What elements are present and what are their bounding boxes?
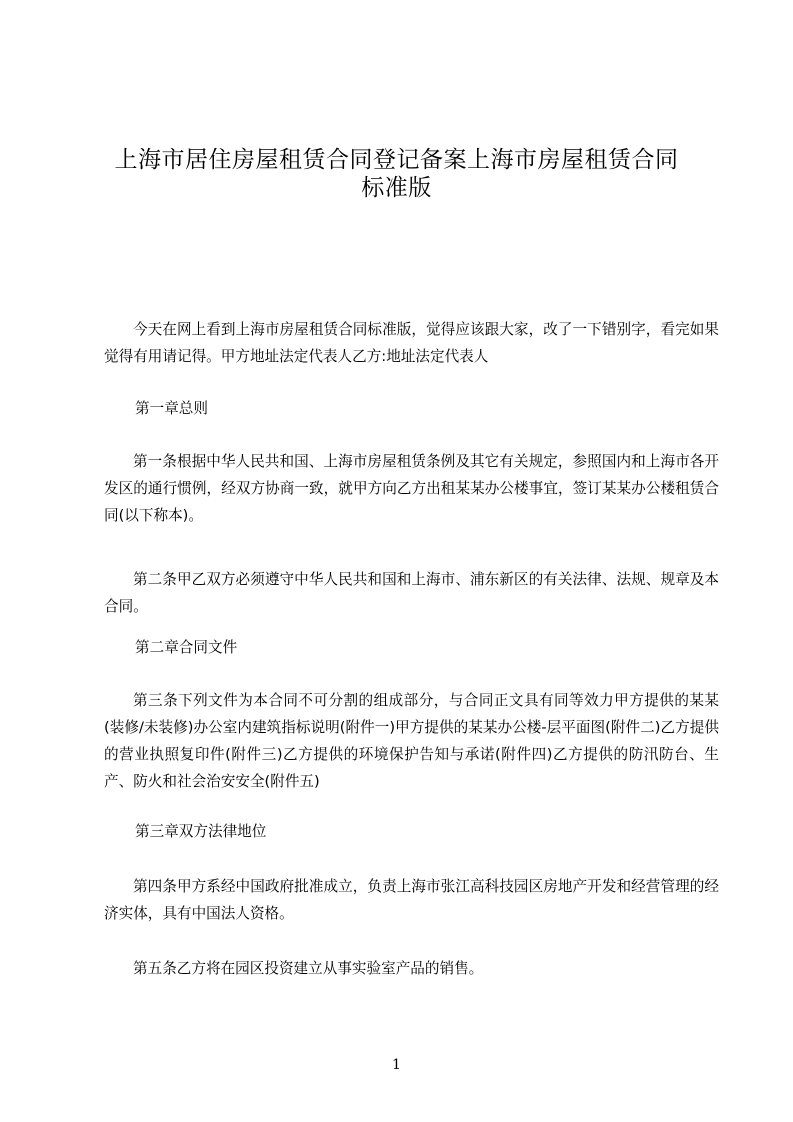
chapter-1-heading: 第一章总则 [135,400,208,417]
article-5-paragraph: 第五条乙方将在园区投资建立从事实验室产品的销售。 [133,960,484,977]
document-title-line-2: 标准版 [361,175,432,201]
document-title-line-1: 上海市居住房屋租赁合同登记备案上海市房屋租赁合同 [114,147,679,173]
intro-paragraph: 今天在网上看到上海市房屋租赁合同标准版，觉得应该跟大家，改了一下错别字，看完如果觉得有用请记得。甲方地址法定代表人乙方:地址法定代表人 [104,321,719,365]
article-4-paragraph: 第四条甲方系经中国政府批准成立，负责上海市张江高科技园区房地产开发和经营管理的经济实体，具有中国法人资格。 [104,878,719,922]
article-3-paragraph: 第三条下列文件为本合同不可分割的组成部分，与合同正文具有同等效力甲方提供的某某(装修/未装修)办公室内建筑指标说明(附件一)甲方提供的某某办公楼-层平面图(附件二)乙方提供的营业执照复印件(附件三)乙方提供的环境保护告知与承诺(附件四)乙方提供的防汛防台、生产、防火和社会治安安全(附件五) [104,692,719,790]
article-1-paragraph: 第一条根据中华人民共和国、上海市房屋租赁条例及其它有关规定，参照国内和上海市各开发区的通行惯例，经双方协商一致，就甲方向乙方出租某某办公楼事宜，签订某某办公楼租赁合同(以下称本)。 [104,453,719,524]
chapter-2-heading: 第二章合同文件 [135,639,238,656]
chapter-3-heading: 第三章双方法律地位 [135,823,267,840]
page-number: 1 [392,1057,401,1073]
article-2-paragraph: 第二条甲乙双方必须遵守中华人民共和国和上海市、浦东新区的有关法律、法规、规章及本合同。 [104,571,719,615]
